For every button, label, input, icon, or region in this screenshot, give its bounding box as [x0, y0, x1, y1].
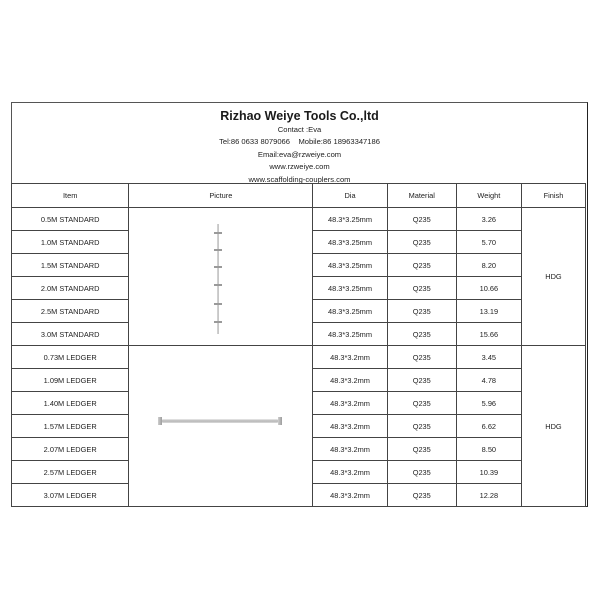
weight-cell: 12.28 — [456, 484, 521, 507]
weight-cell: 5.70 — [456, 231, 521, 254]
dia-cell: 48.3*3.25mm — [313, 323, 387, 346]
weight-cell: 13.19 — [456, 300, 521, 323]
material-cell: Q235 — [387, 392, 456, 415]
dia-cell: 48.3*3.2mm — [313, 484, 387, 507]
material-cell: Q235 — [387, 415, 456, 438]
company-name: Rizhao Weiye Tools Co.,ltd — [220, 109, 379, 123]
weight-cell: 8.20 — [456, 254, 521, 277]
dia-cell: 48.3*3.25mm — [313, 277, 387, 300]
email-address: Email:eva@rzweiye.com — [257, 149, 342, 159]
standard-rosette — [214, 249, 222, 251]
picture-cell — [129, 208, 313, 346]
standard-rosette — [214, 266, 222, 268]
material-cell: Q235 — [387, 461, 456, 484]
item-cell: 3.07M LEDGER — [12, 484, 129, 507]
website-primary: www.rzweiye.com — [269, 162, 330, 172]
weight-cell: 6.62 — [456, 415, 521, 438]
standard-rosette — [214, 303, 222, 305]
material-cell: Q235 — [387, 369, 456, 392]
ledger-tube — [162, 419, 278, 423]
column-header-finish: Finish — [521, 184, 585, 208]
standard-rosette — [214, 232, 222, 234]
weight-cell: 3.45 — [456, 346, 521, 369]
standard-rosette — [214, 321, 222, 323]
weight-cell: 10.39 — [456, 461, 521, 484]
weight-cell: 8.50 — [456, 438, 521, 461]
column-header-dia: Dia — [313, 184, 387, 208]
standard-rosette — [214, 284, 222, 286]
weight-cell: 5.96 — [456, 392, 521, 415]
item-cell: 2.07M LEDGER — [12, 438, 129, 461]
material-cell: Q235 — [387, 346, 456, 369]
material-cell: Q235 — [387, 323, 456, 346]
material-cell: Q235 — [387, 231, 456, 254]
weight-cell: 10.66 — [456, 277, 521, 300]
item-cell: 0.73M LEDGER — [12, 346, 129, 369]
material-cell: Q235 — [387, 438, 456, 461]
dia-cell: 48.3*3.2mm — [313, 346, 387, 369]
contact-person: Contact :Eva — [277, 125, 322, 134]
column-header-item: Item — [12, 184, 129, 208]
product-table — [11, 183, 586, 507]
material-cell: Q235 — [387, 277, 456, 300]
dia-cell: 48.3*3.25mm — [313, 300, 387, 323]
table-header-row — [12, 184, 586, 208]
company-header — [12, 103, 587, 184]
item-cell: 1.0M STANDARD — [12, 231, 129, 254]
column-header-weight: Weight — [456, 184, 521, 208]
website-secondary: www.scaffolding-couplers.com — [248, 174, 351, 184]
dia-cell: 48.3*3.2mm — [313, 392, 387, 415]
ledger-bar-icon — [129, 346, 312, 506]
finish-cell: HDG — [521, 208, 585, 346]
item-cell: 1.40M LEDGER — [12, 392, 129, 415]
dia-cell: 48.3*3.2mm — [313, 369, 387, 392]
dia-cell: 48.3*3.2mm — [313, 461, 387, 484]
table-row — [12, 208, 586, 231]
weight-cell: 4.78 — [456, 369, 521, 392]
dia-cell: 48.3*3.25mm — [313, 231, 387, 254]
ledger-end-right — [278, 417, 282, 425]
item-cell: 1.57M LEDGER — [12, 415, 129, 438]
material-cell: Q235 — [387, 208, 456, 231]
material-cell: Q235 — [387, 300, 456, 323]
standard-pole-icon — [129, 208, 312, 345]
column-header-material: Material — [387, 184, 456, 208]
item-cell: 1.5M STANDARD — [12, 254, 129, 277]
weight-cell: 15.66 — [456, 323, 521, 346]
column-header-picture: Picture — [129, 184, 313, 208]
picture-cell — [129, 346, 313, 507]
product-sheet — [11, 102, 588, 507]
finish-cell: HDG — [521, 346, 585, 507]
material-cell: Q235 — [387, 484, 456, 507]
item-cell: 2.57M LEDGER — [12, 461, 129, 484]
ledger-end-left — [158, 417, 162, 425]
dia-cell: 48.3*3.2mm — [313, 415, 387, 438]
standard-pole-shaft — [217, 224, 219, 334]
ledger-bar — [158, 418, 282, 424]
item-cell: 2.0M STANDARD — [12, 277, 129, 300]
item-cell: 0.5M STANDARD — [12, 208, 129, 231]
dia-cell: 48.3*3.25mm — [313, 254, 387, 277]
table-row — [12, 346, 586, 369]
dia-cell: 48.3*3.2mm — [313, 438, 387, 461]
weight-cell: 3.26 — [456, 208, 521, 231]
item-cell: 1.09M LEDGER — [12, 369, 129, 392]
dia-cell: 48.3*3.25mm — [313, 208, 387, 231]
material-cell: Q235 — [387, 254, 456, 277]
item-cell: 3.0M STANDARD — [12, 323, 129, 346]
phone-numbers: Tel:86 0633 8079066 Mobile:86 18963347186 — [219, 137, 380, 147]
item-cell: 2.5M STANDARD — [12, 300, 129, 323]
